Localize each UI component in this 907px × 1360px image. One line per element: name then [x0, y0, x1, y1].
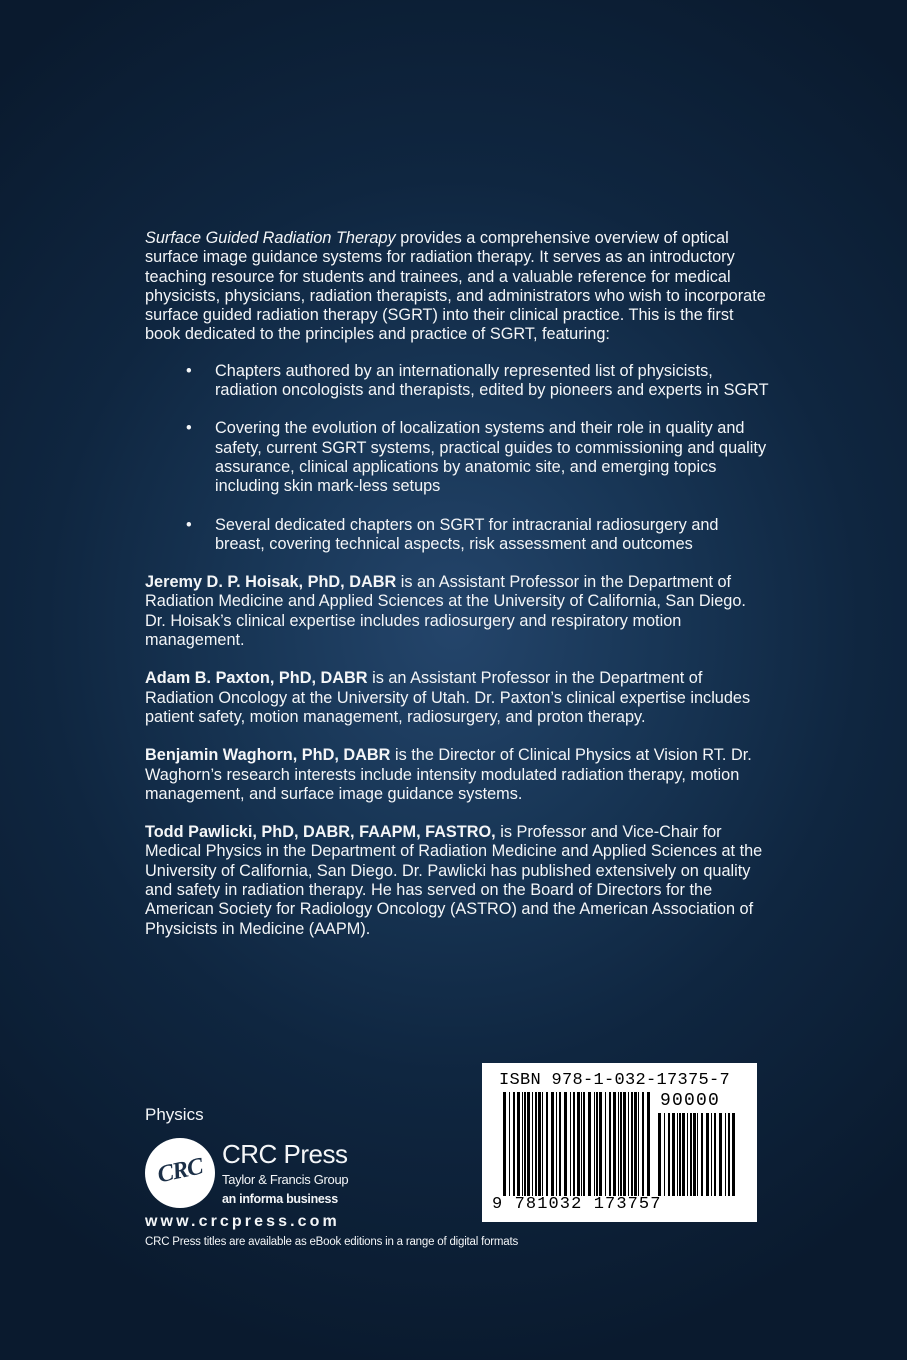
barcode-bar: [732, 1113, 735, 1196]
barcode-bar: [513, 1092, 515, 1196]
barcode-bar: [682, 1113, 685, 1196]
barcode-bar: [599, 1092, 602, 1196]
barcode-bar: [556, 1092, 557, 1196]
ean-digits: 9 781032 173757: [492, 1195, 662, 1214]
barcode-bar: [538, 1092, 541, 1196]
publisher-tagline: an informa business: [222, 1192, 338, 1206]
barcode-bar: [527, 1092, 530, 1196]
barcode-bar: [613, 1092, 616, 1196]
logo-text: CRC: [155, 1153, 205, 1189]
barcode-bar: [618, 1092, 619, 1196]
description-block: [145, 229, 770, 958]
barcode-bar: [725, 1113, 726, 1196]
barcode-bar: [664, 1113, 665, 1196]
barcode-bar: [668, 1113, 670, 1196]
barcode-bar: [581, 1092, 582, 1196]
intro-paragraph: [145, 229, 770, 345]
editor-name: Benjamin Waghorn, PhD, DABR: [145, 746, 391, 765]
barcode-bar: [706, 1113, 709, 1196]
editor-bio-text: is an Assistant Professor in the Department of Radiation Oncology at the University of Utah. Dr. Paxton’s clinical expertise includes patient safety, motion management, radiosurgery, and proton therapy.: [145, 669, 751, 726]
barcode: [482, 1063, 757, 1222]
feature-item: • Chapters authored by an internationally represented list of physicists, radiation oncologists and therapists, edited by pioneers and experts in SGRT: [215, 362, 770, 401]
editor-name: Adam B. Paxton, PhD, DABR: [145, 669, 368, 688]
feature-item: • Covering the evolution of localization systems and their role in quality and safety, current SGRT systems, practical guides to commissioning and quality assurance, clinical applications by anatomic site, and emerging topics including skin mark-less setups: [215, 419, 770, 496]
barcode-bar: [588, 1092, 591, 1196]
barcode-bar: [719, 1113, 722, 1196]
publisher-group: Taylor & Francis Group: [222, 1172, 349, 1187]
barcode-bars-icon: [503, 1092, 653, 1196]
barcode-bar: [609, 1092, 611, 1196]
barcode-bar: [638, 1092, 639, 1196]
editor-bio-text: is Professor and Vice-Chair for Medical Physics in the Department of Radiation Medicine and Applied Sciences at the University of California, San Diego. Dr. Pawlicki has published extensively on quality and safety in radiation therapy. He has served on the Board of Directors for the American Society for Radiology Oncology (ASTRO) and the American Association of Physicists in Medicine (AAPM).: [145, 823, 763, 938]
barcode-bar: [672, 1113, 675, 1196]
subject-label: Physics: [145, 1105, 204, 1124]
book-title: Surface Guided Radiation Therapy: [145, 229, 396, 247]
barcode-bar: [620, 1092, 622, 1196]
barcode-bar: [631, 1092, 633, 1196]
barcode-bar: [503, 1092, 506, 1196]
barcode-bar: [559, 1092, 561, 1196]
barcode-bar: [693, 1113, 696, 1196]
addon-bars-icon: [658, 1113, 738, 1196]
barcode-bar: [573, 1092, 575, 1196]
barcode-bar: [577, 1092, 580, 1196]
barcode-bar: [711, 1113, 712, 1196]
intro-text: provides a comprehensive overview of optical surface image guidance systems for radiation therapy. It serves as an introductory teaching resource for students and trainees, and a valuable reference for medical physicists, physicians, radiation therapists, and administrators who wish to incorporate surface guided radiation therapy (SGRT) into their clinical practice. This is the first book dedicated to the principles and practice of SGRT, featuring:: [145, 229, 766, 344]
barcode-bar: [524, 1092, 526, 1196]
barcode-bar: [687, 1113, 688, 1196]
editor-bio: [145, 746, 770, 804]
editor-bio: [145, 573, 770, 650]
editor-bio: [145, 669, 770, 727]
barcode-bar: [517, 1092, 520, 1196]
isbn-label: ISBN 978-1-032-17375-7: [499, 1071, 731, 1090]
editor-bio-text: is the Director of Clinical Physics at Vision RT. Dr. Waghorn’s research interests include intensity modulated radiation therapy, motion management, and surface image guidance systems.: [145, 746, 752, 803]
barcode-bar: [532, 1092, 533, 1196]
barcode-bar: [605, 1092, 606, 1196]
barcode-bar: [658, 1113, 661, 1196]
barcode-bar: [623, 1092, 626, 1196]
editor-bio-text: is an Assistant Professor in the Department of Radiation Medicine and Applied Sciences at the University of California, San Diego. Dr. Hoisak’s clinical expertise includes radiosurgery and respiratory motion management.: [145, 573, 746, 650]
barcode-bar: [647, 1092, 650, 1196]
publisher-url[interactable]: www.crcpress.com: [145, 1213, 340, 1230]
ebook-note: CRC Press titles are available as eBook editions in a range of digital formats: [145, 1236, 519, 1248]
barcode-bar: [594, 1092, 595, 1196]
feature-list: [145, 362, 770, 554]
barcode-bar: [690, 1113, 692, 1196]
barcode-bar: [642, 1092, 644, 1196]
barcode-bar: [546, 1092, 548, 1196]
barcode-bar: [564, 1092, 567, 1196]
feature-item: • Several dedicated chapters on SGRT for intracranial radiosurgery and breast, covering technical aspects, risk assessment and outcomes: [215, 516, 770, 555]
editor-bio: [145, 823, 770, 939]
barcode-bar: [542, 1092, 543, 1196]
barcode-bar: [697, 1113, 698, 1196]
barcode-bar: [634, 1092, 637, 1196]
barcode-bar: [677, 1113, 678, 1196]
barcode-bar: [596, 1092, 598, 1196]
barcode-bar: [551, 1092, 554, 1196]
barcode-bar: [509, 1092, 510, 1196]
barcode-bar: [701, 1113, 703, 1196]
editor-name: Todd Pawlicki, PhD, DABR, FAAPM, FASTRO,: [145, 823, 496, 842]
barcode-bar: [583, 1092, 585, 1196]
barcode-bar: [570, 1092, 571, 1196]
barcode-bar: [728, 1113, 730, 1196]
addon-code: 90000: [660, 1091, 721, 1111]
barcode-bar: [522, 1092, 523, 1196]
editor-name: Jeremy D. P. Hoisak, PhD, DABR: [145, 573, 397, 592]
barcode-bar: [714, 1113, 716, 1196]
barcode-bar: [535, 1092, 537, 1196]
barcode-bar: [679, 1113, 681, 1196]
publisher-name: CRC Press: [222, 1139, 348, 1169]
crc-logo-icon: [145, 1138, 215, 1208]
barcode-bar: [628, 1092, 629, 1196]
